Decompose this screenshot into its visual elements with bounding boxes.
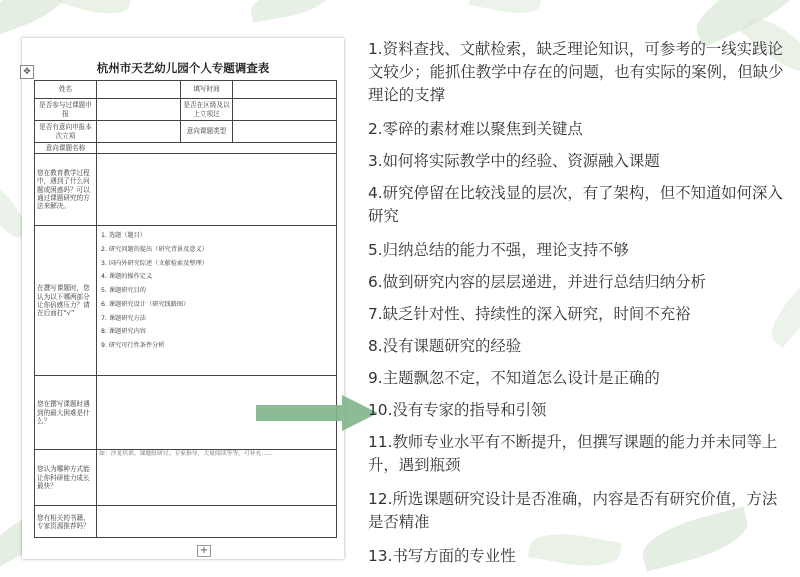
answer-item: 12.所选课题研究设计是否准确，内容是否有研究价值，方法是否精准 [368,490,778,531]
answer-item: 5.归纳总结的能力不强，理论支持不够 [368,241,629,259]
table-cell[interactable] [233,81,337,99]
option-item[interactable]: 7. 课题研究方法 [101,314,146,322]
answer-item: 8.没有课题研究的经验 [368,337,522,355]
answer-item: 13.书写方面的专业性 [368,547,516,565]
option-item[interactable]: 6. 课题研究设计（研究线路图） [101,300,190,308]
table-cell: 您有相关的书籍、专家资源推荐吗？ [35,506,97,538]
table-cell[interactable] [97,99,181,121]
table-cell: 您在教育教学过程中，遇到了什么问题或困惑吗？可以通过课题研究的方法来解决。 [35,154,97,226]
table-cell[interactable] [233,121,337,143]
table-cell[interactable]: 如：沙龙培训、课题组研讨、专家指导、大量阅读等等，可补充…… [97,450,337,506]
table-cell[interactable] [97,121,181,143]
answer-item: 9.主题飘忽不定，不知道怎么设计是正确的 [368,369,660,387]
option-item[interactable]: 5. 课题研究目的 [101,287,146,295]
table-cell: 您认为哪种方式能让你科研能力成长最快？ [35,450,97,506]
answer-item: 3.如何将实际教学中的经验、资源融入课题 [368,152,660,170]
table-cell[interactable] [97,81,181,99]
leaf-decoration [58,0,132,21]
table-cell: 是否在区级及以上立项过 [181,99,233,121]
document-page [22,38,344,559]
option-item[interactable]: 2. 研究问题的提出（研究背景及意义） [101,245,208,253]
answer-item: 2.零碎的素材难以聚焦到关键点 [368,120,583,138]
option-item[interactable]: 4. 课题的操作定义 [101,273,153,281]
answers-list [368,38,788,577]
table-cell: 在撰写课题时，您认为以下哪两部分让你倍感压力？请在后面打“√” [35,226,97,376]
options-cell [97,226,337,376]
option-item[interactable]: 1. 选题（题目） [101,232,146,240]
table-cell: 填写时间 [181,81,233,99]
table-cell: 意向课题名称 [35,143,97,154]
arrow-right-icon [256,395,378,431]
answer-item: 6.做到研究内容的层层递进，并进行总结归纳分析 [368,273,706,291]
table-cell: 意向课题类型 [181,121,233,143]
add-row-button[interactable]: + [197,545,211,557]
table-cell: 是否有意向申报本次立项 [35,121,97,143]
document-title: 杭州市天艺幼儿园个人专题调查表 [96,61,270,75]
table-cell: 您在撰写课题时遇到的最大困难是什么？ [35,376,97,450]
table-cell[interactable] [97,506,337,538]
option-item[interactable]: 8. 课题研究内容 [101,328,146,336]
table-cell: 姓名 [35,81,97,99]
survey-table [34,80,337,538]
answer-item: 11.教师专业水平有不断提升，但撰写课题的能力并未同等上升，遇到瓶颈 [368,433,778,474]
table-cell[interactable] [97,154,337,226]
answer-item: 7.缺乏针对性、持续性的深入研究，时间不充裕 [368,305,691,323]
answer-item: 4.研究停留在比较浅显的层次，有了架构，但不知道如何深入研究 [368,184,783,225]
table-cell: 是否参与过课题申报 [35,99,97,121]
table-cell[interactable] [233,99,337,121]
option-item[interactable]: 9. 研究可行性条件分析 [101,342,165,350]
answer-item: 1.资料查找、文献检索，缺乏理论知识，可参考的一线实践论文较少；能抓住教学中存在的问题，也有实际的案例，但缺少理论的支撑 [368,40,784,104]
leaf-decoration [0,0,73,38]
option-item[interactable]: 3. 国内外研究综述（文献检索及整理） [101,259,208,267]
table-cell[interactable] [97,143,337,154]
answer-item: 10.没有专家的指导和引领 [368,401,547,419]
leaf-decoration [248,0,332,23]
leaf-decoration [468,0,541,19]
table-move-handle[interactable]: ✥ [20,65,34,79]
